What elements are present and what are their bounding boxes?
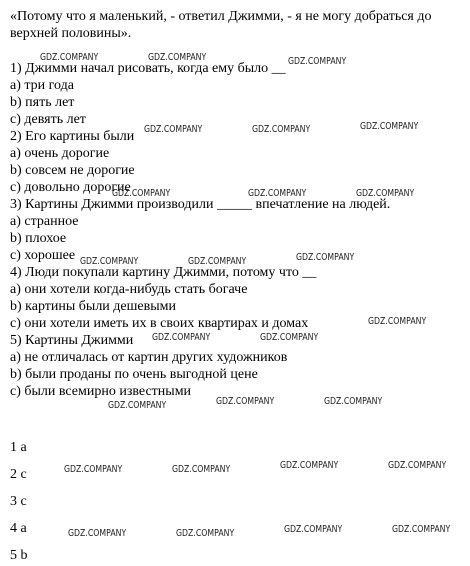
watermark: GDZ.COMPANY xyxy=(188,256,247,267)
watermark: GDZ.COMPANY xyxy=(80,256,139,267)
question-4: 4) Люди покупали картину Джимми, потому что __ xyxy=(10,265,317,280)
option-3c: c) хорошее xyxy=(10,248,76,263)
watermark: GDZ.COMPANY xyxy=(148,52,207,63)
watermark: GDZ.COMPANY xyxy=(324,396,383,407)
watermark: GDZ.COMPANY xyxy=(260,332,319,343)
watermark: GDZ.COMPANY xyxy=(388,460,447,471)
option-2c: c) довольно дорогие xyxy=(10,180,131,195)
watermark: GDZ.COMPANY xyxy=(356,188,415,199)
watermark: GDZ.COMPANY xyxy=(392,524,451,535)
option-4b: b) картины были дешевыми xyxy=(10,299,176,314)
watermark: GDZ.COMPANY xyxy=(368,316,427,327)
watermark: GDZ.COMPANY xyxy=(288,56,347,67)
option-1c: c) девять лет xyxy=(10,112,86,127)
option-1a: a) три года xyxy=(10,78,74,93)
option-4a: a) они хотели когда-нибудь стать богаче xyxy=(10,282,248,297)
watermark: GDZ.COMPANY xyxy=(360,121,419,132)
watermark: GDZ.COMPANY xyxy=(64,464,123,475)
watermark: GDZ.COMPANY xyxy=(172,464,231,475)
watermark: GDZ.COMPANY xyxy=(112,188,171,199)
option-5b: b) были проданы по очень выгодной цене xyxy=(10,367,258,382)
option-5c: c) были всемирно известными xyxy=(10,384,192,399)
option-4c: c) они хотели иметь их в своих квартирах и домах xyxy=(10,316,309,331)
watermark: GDZ.COMPANY xyxy=(280,460,339,471)
watermark: GDZ.COMPANY xyxy=(152,332,211,343)
watermark: GDZ.COMPANY xyxy=(296,252,355,263)
option-3a: a) странное xyxy=(10,214,79,229)
watermark: GDZ.COMPANY xyxy=(248,188,307,199)
watermark: GDZ.COMPANY xyxy=(68,528,127,539)
question-2: 2) Его картины были xyxy=(10,129,135,144)
option-1b: b) пять лет xyxy=(10,95,75,110)
answer-4: 4 a xyxy=(10,521,27,536)
option-3b: b) плохое xyxy=(10,231,67,246)
watermark: GDZ.COMPANY xyxy=(216,396,275,407)
answer-2: 2 c xyxy=(10,467,27,482)
option-2b: b) совсем не дорогие xyxy=(10,163,135,178)
question-3: 3) Картины Джимми производили _____ впечатление на людей. xyxy=(10,197,391,212)
answer-5: 5 b xyxy=(10,548,28,563)
question-5: 5) Картины Джимми xyxy=(10,333,134,348)
question-1: 1) Джимми начал рисовать, когда ему было __ xyxy=(10,61,286,76)
watermark: GDZ.COMPANY xyxy=(108,400,167,411)
watermark: GDZ.COMPANY xyxy=(252,124,311,135)
watermark: GDZ.COMPANY xyxy=(284,524,343,535)
answer-1: 1 a xyxy=(10,440,27,455)
answer-3: 3 c xyxy=(10,494,27,509)
watermark: GDZ.COMPANY xyxy=(176,528,235,539)
option-5a: a) не отличалась от картин других художников xyxy=(10,350,288,365)
watermark: GDZ.COMPANY xyxy=(144,124,203,135)
watermark: GDZ.COMPANY xyxy=(40,52,99,63)
intro-quote: «Потому что я маленький, - ответил Джимми, - я не могу добраться до верхней половины». xyxy=(10,9,432,41)
option-2a: a) очень дорогие xyxy=(10,146,110,161)
